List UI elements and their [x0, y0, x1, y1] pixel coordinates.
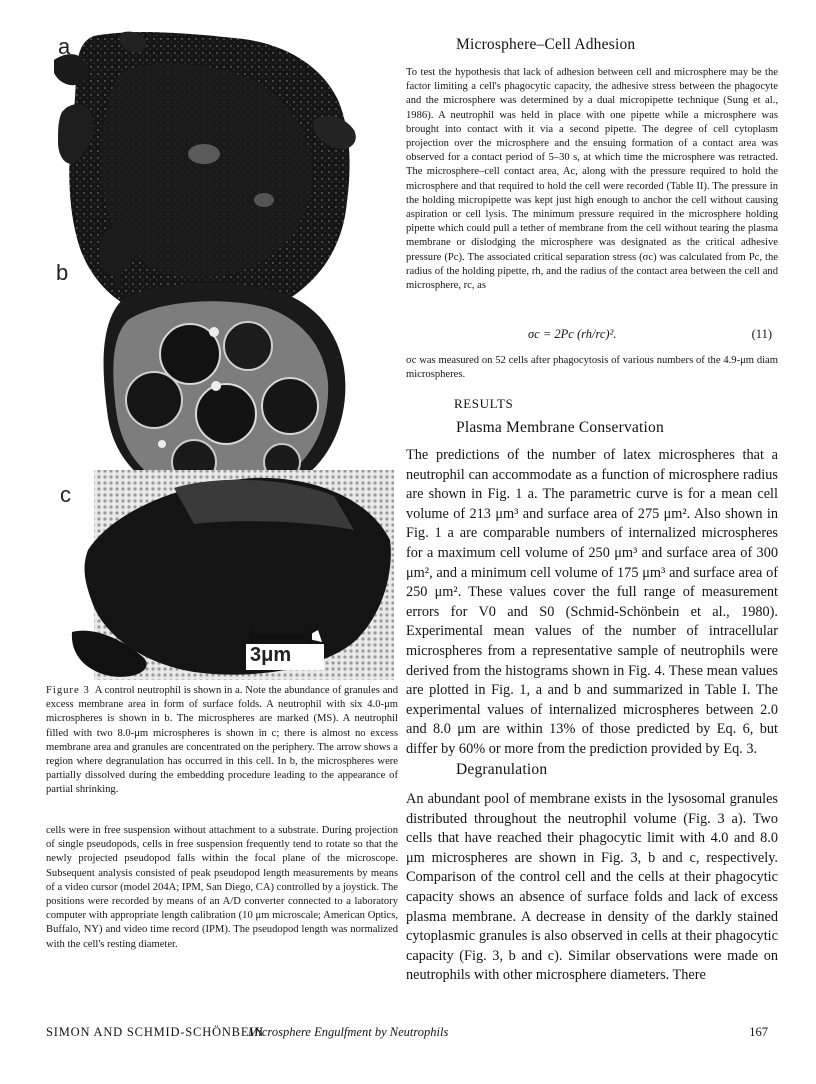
adhesion-measurement-note: σc was measured on 52 cells after phagocytosis of various numbers of the 4.9-μm diam microspheres. — [406, 355, 778, 381]
panel-a-cell — [54, 32, 356, 323]
panel-c-cell — [72, 470, 394, 680]
panel-b-cell — [104, 283, 346, 501]
section-heading-adhesion: Microsphere–Cell Adhesion — [456, 36, 636, 53]
left-column-paragraph: cells were in free suspension without attachment to a substrate. During projection of single pseudopods, cells in free suspension frequently tend to rotate so that the newly projected pseudopod falls within the focal plane of the microscope. Subsequent analysis consisted of peak pseudopod length measurements by means of a video cursor (model 204A; IPM, San Diego, CA) controlled by a joystick. The positions were recorded by means of an A/D converter connected to a laboratory computer with appropriate length calibration (10 μm microscale; American Optics, Buffalo, NY) and video time record (IPM). The pseudopod length was normalized with the cell's resting diameter. — [46, 825, 398, 950]
footer-authors: SIMON AND SCHMID-SCHÖNBEIN — [46, 1025, 265, 1039]
equation-number: (11) — [751, 327, 772, 341]
panel-label-a: a — [58, 34, 71, 59]
section-heading-degranulation: Degranulation — [456, 761, 548, 778]
figure-3-micrographs — [54, 30, 394, 680]
footer-article-title: Microsphere Engulfment by Neutrophils — [248, 1025, 449, 1039]
equation-body: σc = 2Pc (rh/rc)². — [528, 327, 617, 341]
section-heading-plasma-membrane: Plasma Membrane Conservation — [456, 419, 664, 436]
figure-caption-text: A control neutrophil is shown in a. Note the abundance of granules and excess membrane area in form of surface folds. A neutrophil with six 4.0-μm microspheres is shown in b. The microspheres are marked (MS). A neutrophil filled with two 8.0-μm microspheres is shown in c; there is almost no excess membrane area and granules are concentrated on the periphery. The arrow shows a region where degranulation has occurred in this cell. In b, the microspheres were partially dissolved during the embedding procedure leading to the appearance of partial shrinking. — [46, 685, 398, 796]
figure-caption-label: Figure 3 — [46, 685, 90, 696]
panel-label-b: b — [56, 260, 69, 285]
adhesion-paragraph: To test the hypothesis that lack of adhesion between cell and microsphere may be the factor limiting a cell's phagocytic capacity, the adhesive stress between the phagocyte and the microsphere was determined by a dual micropipette technique (Sung et al., 1986). A neutrophil was held in place with one pipette while a microsphere was brought into contact with it via a second pipette. The degree of cell cytoplasm projection over the microsphere and the ensuing formation of a contact area was observed for a contact period of 5–30 s, at which time the microsphere was retracted. The microsphere–cell contact area, Ac, along with the pressure required to hold the microsphere and that required to hold the cell were recorded (Table II). The pressure in the holding micropipette was kept just high enough to anchor the cell without causing aspiration or cell lysis. The minimum pressure required in the microsphere holding pipette which could pull a tether of membrane from the cell without tearing the plasma membrane or dislodging the microsphere was designated as the critical adhesive pressure (Pc). The associated critical separation stress (σc) was calculated from Pc, the radius of the holding pipette, rh, and the radius of the contact area between the cell and microsphere, rc, as — [406, 67, 778, 292]
results-heading: RESULTS — [454, 396, 514, 411]
micrograph-image — [54, 30, 394, 680]
figure-caption — [46, 684, 398, 798]
panel-label-c: c — [60, 482, 71, 507]
plasma-membrane-paragraph: The predictions of the number of latex microspheres that a neutrophil can accommodate as a function of microsphere radius are shown in Fig. 1 a. The parametric curve is for a mean cell volume of 213 μm³ and surface area of 275 μm². Also shown in Fig. 1 a are comparable numbers of internalized microspheres for a maximum cell volume of 250 μm³ and surface area of 300 μm², and a minimum cell volume of 175 μm³ and surface area of 250 μm². These values cover the full range of measurement errors for V0 and S0 (Schmid-Schönbein et al., 1980). Experimental mean values of the number of intracellular microspheres from a representative sample of neutrophils were derived from the histograms shown in Fig. 4. These mean values are plotted in Fig. 1, a and b and summarized in Table I. The experimental values of internalized microspheres between 2.0 and 8.0 μm are within 13% of those predicted by Eq. 6, but differ by 60% or more from the prediction provided by Eq. 3. — [406, 447, 778, 757]
page-footer — [46, 1025, 778, 1045]
equation-11 — [406, 327, 778, 347]
page-number: 167 — [749, 1025, 768, 1039]
scale-bar-label: 3μm — [250, 644, 292, 666]
degranulation-paragraph: An abundant pool of membrane exists in the lysosomal granules distributed throughout the neutrophil volume (Fig. 3 a). Two cells that have reached their phagocytic limit with 4.0 and 8.0 μm microspheres are shown in Fig. 3, b and c, respectively. Comparison of the control cell and the cells at their phagocytic capacity shows an absence of surface folds and lack of excess plasma membrane. A decrease in density of the darkly stained cytoplasmic granules is also observed in cells at their phagocytic capacity (Fig. 3, b and c). Similar observations were made on neutrophils with other microsphere diameters. There — [406, 791, 778, 984]
